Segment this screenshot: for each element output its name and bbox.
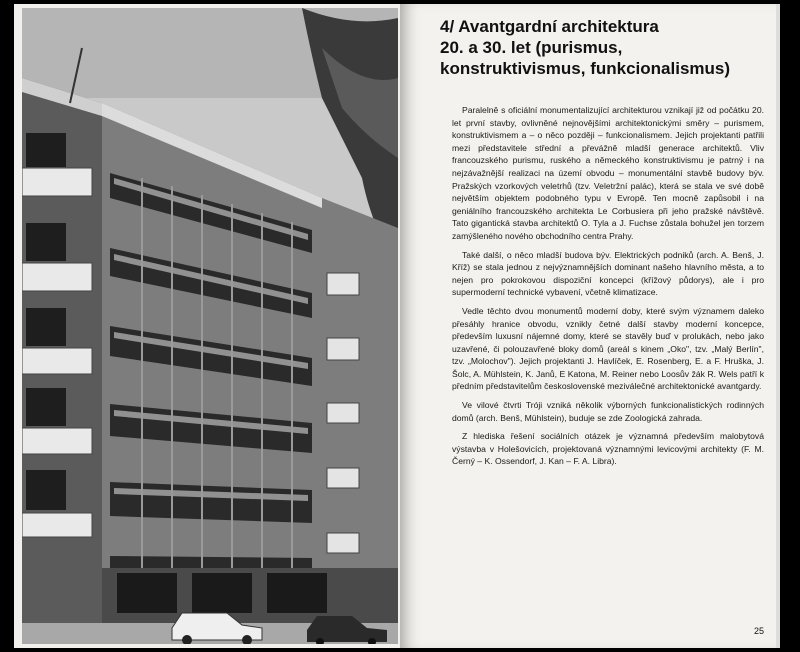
right-page bbox=[400, 4, 776, 648]
left-page bbox=[14, 4, 400, 648]
heading-line-2: 20. a 30. let (purismus, bbox=[440, 38, 623, 57]
chapter-heading bbox=[440, 16, 770, 79]
paragraph: Z hlediska řešení sociálních otázek je významná především malobytová výstavba v Holešovicích, projektovaná významnými levicovými architekty (F. M. Černý – K. Ossendorf, J. Kan – F. A. Libra). bbox=[452, 431, 764, 467]
page-number: 25 bbox=[753, 626, 764, 636]
paragraph: Vedle těchto dvou monumentů moderní doby, které svým významem daleko přesáhly hranice obvodu, vznikly četné další stavby moderní koncepce, především luxusní nájemné domy, které se stavěly buď v prolukách, nebo jako uzavřené, či polouzavřené bloky domů (areál s kinem „Oko", tzv. „Malý Berlín", tzv. „Molochov"). Jejich projektanti J. Havlíček, E. Rosenberg, E. a F. Hruška, J. Šolc, A. Mühlstein, K. Janů, E Katona, M. Reiner nebo Loosův žák R. Wels patří k předním představitelům československé meziválečné architektonické avantgardy. bbox=[452, 305, 764, 392]
paragraph: Také další, o něco mladší budova býv. Elektrických podniků (arch. A. Benš, J. Kříž) se stala jednou z nejvýznamnějších dominant našeho hlavního města, a to nejen pro pokrokovou dispoziční koncepci (křížový půdorys), ale i pro supermoderní technické vybavení, včetně klimatizace. bbox=[452, 249, 764, 298]
heading-line-3: konstruktivismus, funkcionalismus) bbox=[440, 59, 731, 78]
page-edge bbox=[776, 4, 780, 648]
heading-line-1: 4/ Avantgardní architektura bbox=[440, 17, 659, 36]
paragraph: Paralelně s oficiální monumentalizující architekturou vznikají již od počátku 20. let první stavby, ovlivněné nejnovějšími architektonickými směry – purismem, konstruktivismem a – o něco později – funkcionalismem. Jejich projektanti patřili mezi představitele střední a převážně mladší generace architektů. Vliv francouzského purismu, ruského a německého konstruktivismu je patrný i na nejzávažnější realizaci na území obvodu – monumentální stavbě budovy býv. Pražských vzorkových veletrhů (tzv. Veletržní palác), která se stala ve své době největším objektem podobného typu v Evropě. Ten mocně zapůsobil i na geniálního francouzského architekta Le Corbusiera při jeho pražské návštěvě. Tato gigantická stavba architektů O. Tyla a J. Fuchse zůstala bohužel jen torzem zamýšleného nového obchodního centra Prahy. bbox=[452, 105, 764, 241]
body-text bbox=[452, 104, 764, 474]
building-photo bbox=[22, 8, 398, 644]
paragraph: Ve vilové čtvrti Tróji vzniká několik výborných funkcionalistických rodinných domů (arch. Benš, Mühlstein), buduje se zde Zoologická zahrada. bbox=[452, 400, 764, 423]
